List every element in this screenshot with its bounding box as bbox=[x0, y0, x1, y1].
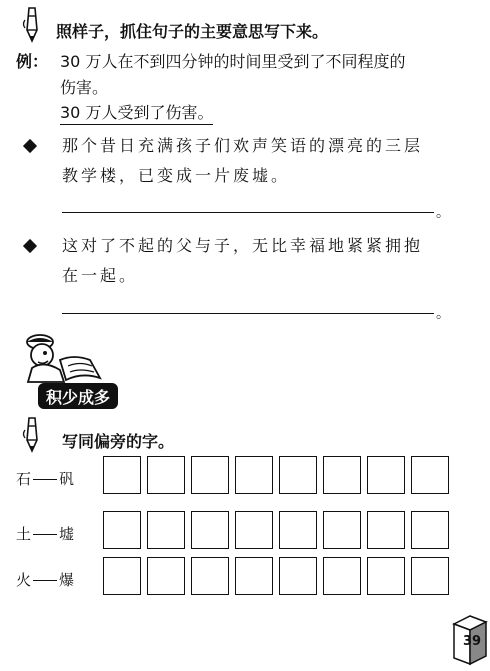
dash bbox=[33, 534, 57, 535]
char-box[interactable] bbox=[147, 456, 185, 494]
char-box[interactable] bbox=[323, 557, 361, 595]
radical-char: 石 bbox=[16, 470, 32, 488]
exercise-sentence: 这对了不起的父与子，无比幸福地紧紧拥抱 bbox=[62, 236, 424, 255]
char-box[interactable] bbox=[411, 456, 449, 494]
exercise-sentence-cont: 在一起。 bbox=[62, 266, 139, 285]
instruction-text: 照样子，抓住句子的主要意思写下来。 bbox=[56, 22, 329, 41]
radical-row bbox=[16, 569, 74, 590]
char-box[interactable] bbox=[367, 557, 405, 595]
example-char: 矾 bbox=[59, 470, 75, 488]
char-box[interactable] bbox=[367, 511, 405, 549]
char-box[interactable] bbox=[411, 511, 449, 549]
char-box[interactable] bbox=[323, 511, 361, 549]
answer-line[interactable] bbox=[62, 313, 434, 314]
dash bbox=[33, 580, 57, 581]
page-number: 39 bbox=[463, 634, 482, 649]
example-answer: 30 万人受到了伤害。 bbox=[60, 103, 213, 125]
radical-row bbox=[16, 523, 74, 544]
exercise-sentence-cont: 教学楼，已变成一片废墟。 bbox=[62, 166, 291, 185]
example-label: 例： bbox=[16, 52, 49, 71]
section-badge: 积少成多 bbox=[38, 383, 118, 409]
radical-char: 土 bbox=[16, 525, 32, 543]
pencil-icon bbox=[20, 6, 42, 44]
mascot-reading-icon bbox=[16, 330, 108, 388]
char-box[interactable] bbox=[103, 511, 141, 549]
radical-row bbox=[16, 468, 74, 489]
instruction-text: 写同偏旁的字。 bbox=[62, 432, 175, 451]
char-box[interactable] bbox=[279, 557, 317, 595]
char-box[interactable] bbox=[279, 456, 317, 494]
char-box[interactable] bbox=[411, 557, 449, 595]
example-char: 墟 bbox=[59, 525, 75, 543]
char-box[interactable] bbox=[147, 557, 185, 595]
char-box[interactable] bbox=[279, 511, 317, 549]
char-box[interactable] bbox=[147, 511, 185, 549]
char-box[interactable] bbox=[103, 456, 141, 494]
bullet-diamond bbox=[23, 239, 37, 253]
answer-period: 。 bbox=[436, 205, 450, 221]
char-box[interactable] bbox=[191, 557, 229, 595]
radical-char: 火 bbox=[16, 571, 32, 589]
char-box[interactable] bbox=[235, 511, 273, 549]
exercise-sentence: 那个昔日充满孩子们欢声笑语的漂亮的三层 bbox=[62, 136, 424, 155]
example-sentence-cont: 伤害。 bbox=[60, 78, 109, 97]
char-box[interactable] bbox=[103, 557, 141, 595]
dash bbox=[33, 479, 57, 480]
char-box[interactable] bbox=[235, 456, 273, 494]
answer-period: 。 bbox=[436, 306, 450, 322]
char-box[interactable] bbox=[235, 557, 273, 595]
char-box[interactable] bbox=[191, 456, 229, 494]
answer-line[interactable] bbox=[62, 212, 434, 213]
example-char: 爆 bbox=[59, 571, 75, 589]
example-sentence: 30 万人在不到四分钟的时间里受到了不同程度的 bbox=[60, 52, 406, 71]
char-box[interactable] bbox=[191, 511, 229, 549]
pencil-icon bbox=[20, 416, 42, 454]
char-box[interactable] bbox=[323, 456, 361, 494]
bullet-diamond bbox=[23, 139, 37, 153]
char-box[interactable] bbox=[367, 456, 405, 494]
